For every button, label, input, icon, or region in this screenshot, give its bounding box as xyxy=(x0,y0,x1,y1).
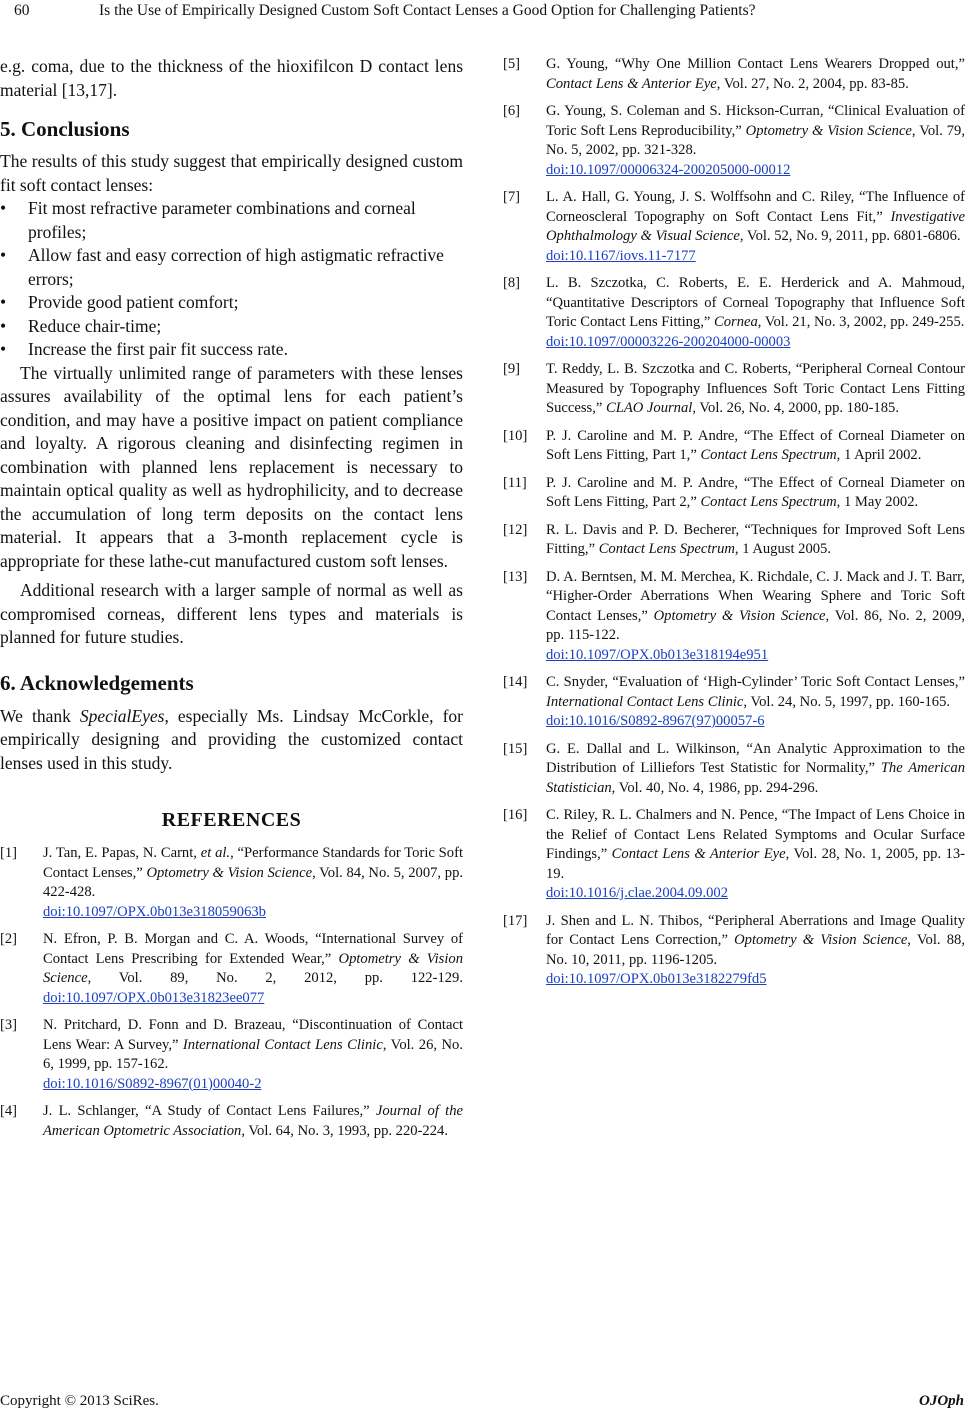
reference-number: [8] xyxy=(503,275,521,291)
reference-doi-link[interactable]: doi:10.1016/j.clae.2004.09.002 xyxy=(546,885,728,901)
reference-journal: International Contact Lens Clinic xyxy=(182,1036,383,1053)
bullet-marker: • xyxy=(0,198,7,218)
page-header xyxy=(0,0,966,30)
list-item: • Fit most refractive parameter combinations and corneal profiles; xyxy=(0,198,416,242)
reference-details: , Vol. 28, No. 1, 2005, pp. 13-19. xyxy=(546,846,965,882)
conclusions-heading: 5. Conclusions xyxy=(0,117,130,141)
reference-text xyxy=(43,845,463,922)
reference-authors-title: N. Efron, P. B. Morgan and C. A. Woods, “International Survey of Contact Lens Prescribing for Extended Wear,” xyxy=(43,931,463,967)
list-item: • Provide good patient comfort; xyxy=(0,291,463,315)
reference-doi-link[interactable]: doi:10.1016/S0892-8967(01)00040-2 xyxy=(43,1075,262,1092)
reference-details: , Vol. 84, No. 5, 2007, pp. 422-428. xyxy=(43,864,464,900)
running-title: Is the Use of Empirically Designed Custom Soft Contact Lenses a Good Option for Challenging Patients? xyxy=(99,2,756,19)
reference-text xyxy=(546,103,965,180)
reference-item xyxy=(503,568,965,666)
reference-item xyxy=(0,1102,463,1141)
reference-title: , “Performance Standards for Toric Soft Contact Lenses,” xyxy=(43,845,463,881)
reference-details: , 1 April 2002. xyxy=(836,447,922,463)
reference-doi-link[interactable]: doi:10.1097/OPX.0b013e318059063b xyxy=(43,903,266,920)
reference-authors-title: J. L. Schlanger, “A Study of Contact Lens Failures,” xyxy=(43,1103,376,1119)
reference-item xyxy=(503,360,965,419)
reference-authors-title: L. B. Szczotka, C. Roberts, E. E. Herderick and A. Mahmoud, “Quantitative Descriptors of Corneal Topography that Influence Soft Toric Contact Lens Fitting,” xyxy=(546,275,965,330)
reference-authors-title: T. Reddy, L. B. Szczotka and C. Roberts, “Peripheral Corneal Contour Measured by Topography Influences Soft Toric Contact Lens Fitting Success,” xyxy=(546,361,965,416)
reference-item xyxy=(503,427,965,466)
company-name: SpecialEyes xyxy=(79,705,165,726)
bullet-marker: • xyxy=(0,339,7,359)
reference-item xyxy=(0,844,463,922)
reference-journal: Contact Lens & Anterior Eye xyxy=(611,846,786,862)
reference-number: [17] xyxy=(503,912,528,929)
reference-authors-title: C. Riley, R. L. Chalmers and N. Pence, “The Impact of Lens Choice in the Relief of Contact Lens Related Symptoms and Ocular Surface Findings,” xyxy=(546,807,965,862)
reference-number: [1] xyxy=(0,845,18,861)
reference-text xyxy=(546,913,965,990)
acknowledgements-heading: 6. Acknowledgements xyxy=(0,670,194,695)
reference-text xyxy=(546,275,965,352)
reference-doi-link[interactable]: doi:10.1097/OPX.0b013e3182279fd5 xyxy=(546,971,767,987)
acknowledgements-text: We thank SpecialEyes, especially Ms. Lindsay McCorkle, for empirically designing and providing the customized contact lenses used in this study. xyxy=(0,705,464,773)
reference-authors-title: G. Young, “Why One Million Contact Lens Wearers Dropped out,” xyxy=(546,56,965,72)
reference-number: [14] xyxy=(503,674,528,690)
reference-number: [13] xyxy=(503,568,528,585)
reference-number: [3] xyxy=(0,1017,18,1033)
reference-details: , 1 August 2005. xyxy=(734,541,831,557)
reference-text xyxy=(546,522,965,558)
reference-journal: Optometry & Vision Science xyxy=(734,932,908,948)
reference-details: , Vol. 64, No. 3, 1993, pp. 220-224. xyxy=(241,1122,448,1139)
reference-item xyxy=(503,806,965,904)
reference-number: [4] xyxy=(0,1103,18,1119)
reference-item xyxy=(503,521,965,560)
reference-item xyxy=(503,55,965,94)
reference-item xyxy=(503,740,965,799)
reference-item xyxy=(503,274,965,352)
reference-etal: et al. xyxy=(200,845,231,861)
future-research-paragraph: Additional research with a larger sample of normal as well as compromised corneas, different lens types and materials is planned for future studies. xyxy=(0,580,463,647)
reference-number: [15] xyxy=(503,740,528,757)
reference-text xyxy=(546,361,965,416)
reference-item xyxy=(503,673,965,732)
journal-abbrev: OJOph xyxy=(918,1393,964,1409)
reference-item xyxy=(503,912,965,990)
reference-details: , Vol. 88, No. 10, 2011, pp. 1196-1205. xyxy=(546,932,965,968)
reference-authors-title: G. E. Dallal and L. Wilkinson, “An Analytic Approximation to the Distribution of Lilliefors Test Statistic for Normality,” xyxy=(546,740,965,776)
reference-journal: International Contact Lens Clinic xyxy=(546,693,744,710)
reference-item xyxy=(503,474,965,513)
reference-journal: Optometry & Vision Science xyxy=(653,607,826,624)
reference-authors-title: P. J. Caroline and M. P. Andre, “The Effect of Corneal Diameter on Soft Lens Fitting, Part 2,” xyxy=(546,474,965,510)
reference-doi-link[interactable]: doi:10.1097/00003226-200204000-00003 xyxy=(546,333,791,350)
reference-authors-title: J. Shen and L. N. Thibos, “Peripheral Aberrations and Image Quality for Contact Lens Correction,” xyxy=(546,912,965,948)
reference-doi-link[interactable]: doi:10.1097/00006324-200205000-00012 xyxy=(546,161,791,178)
reference-journal: Cornea xyxy=(714,314,758,330)
reference-journal: Optometry & Vision Science xyxy=(43,950,463,986)
reference-details: , Vol. 26, No. 6, 1999, pp. 157-162. xyxy=(43,1036,463,1072)
reference-journal: The American Statistician xyxy=(546,760,965,796)
reference-text xyxy=(546,56,965,92)
reference-journal: Contact Lens Spectrum xyxy=(598,541,735,557)
reference-text xyxy=(546,475,965,511)
reference-journal: Optometry & Vision Science xyxy=(745,122,912,139)
reference-details: , Vol. 52, No. 9, 2011, pp. 6801-6806. xyxy=(739,228,961,244)
reference-authors-title: J. Tan, E. Papas, N. Carnt, xyxy=(43,845,201,861)
reference-number: [12] xyxy=(503,521,528,538)
left-column xyxy=(0,55,463,1149)
reference-journal: Investigative Ophthalmology & Visual Science xyxy=(546,208,965,244)
reference-details: , Vol. 40, No. 4, 1986, pp. 294-296. xyxy=(611,779,819,796)
reference-details: , 1 May 2002. xyxy=(836,494,919,510)
reference-details: , Vol. 26, No. 4, 2000, pp. 180-185. xyxy=(692,400,899,416)
reference-number: [5] xyxy=(503,56,521,72)
reference-number: [2] xyxy=(0,931,18,947)
references-heading: REFERENCES xyxy=(161,809,302,831)
reference-number: [7] xyxy=(503,189,521,205)
reference-list-right xyxy=(503,55,965,990)
reference-number: [11] xyxy=(503,474,527,491)
reference-list-left xyxy=(0,844,463,1141)
reference-authors-title: D. A. Berntsen, M. M. Merchea, K. Richdale, C. J. Mack and J. T. Barr, “Higher-Order Aberrations When Wearing Sphere and Toric Soft Contact Lenses,” xyxy=(546,568,965,624)
reference-authors-title: N. Pritchard, D. Fonn and D. Brazeau, “Discontinuation of Contact Lens Wear: A Survey,” xyxy=(43,1017,463,1053)
list-item: • Increase the first pair fit success rate. xyxy=(0,338,463,362)
reference-text xyxy=(43,931,463,1006)
reference-details: , Vol. 27, No. 2, 2004, pp. 83-85. xyxy=(716,75,909,92)
reference-authors-title: G. Young, S. Coleman and S. Hickson-Curran, “Clinical Evaluation of Toric Soft Lens Reproducibility,” xyxy=(546,103,965,139)
reference-details: , Vol. 79, No. 5, 2002, pp. 321-328. xyxy=(546,122,966,158)
reference-authors-title: C. Snyder, “Evaluation of ‘High-Cylinder’ Toric Soft Contact Lenses,” xyxy=(546,674,965,690)
bullet-marker: • xyxy=(0,315,7,336)
reference-details: , Vol. 89, No. 2, 2012, pp. 122-129. xyxy=(87,970,463,986)
reference-text xyxy=(546,569,965,666)
reference-doi-link[interactable]: doi:10.1097/OPX.0b013e31823ee077 xyxy=(43,989,265,1006)
reference-details: , Vol. 86, No. 2, 2009, pp. 115-122. xyxy=(546,607,966,643)
reference-authors-title: P. J. Caroline and M. P. Andre, “The Effect of Corneal Diameter on Soft Lens Fitting, Part 1,” xyxy=(546,427,965,463)
reference-doi-link[interactable]: doi:10.1167/iovs.11-7177 xyxy=(546,247,696,264)
conclusions-paragraph: The virtually unlimited range of parameters with these lenses assures availability of the optimal lens for each patient’s condition, and may have a positive impact on patient compliance and loyalty. A rigorous cleaning and disinfecting regimen in combination with planned lens replacement is necessary to maintain optical quality as well as hydrophilicity, and to decrease the accumulation of long term deposits on the contact lens material. It appears that a 3-month replacement cycle is appropriate for these lathe-cut manufactured custom soft lenses. xyxy=(0,362,463,571)
reference-journal: Contact Lens Spectrum xyxy=(700,494,837,510)
reference-text xyxy=(546,741,965,796)
reference-text xyxy=(546,807,965,904)
right-column xyxy=(503,55,965,998)
reference-doi-link[interactable]: doi:10.1097/OPX.0b013e318194e951 xyxy=(546,646,769,663)
reference-journal: Contact Lens & Anterior Eye xyxy=(546,75,717,92)
reference-details: , Vol. 24, No. 5, 1997, pp. 160-165. xyxy=(743,693,951,710)
page-number: 60 xyxy=(14,2,30,19)
reference-item xyxy=(503,102,965,180)
list-item: • Reduce chair-time; xyxy=(0,315,463,339)
intro-text: e.g. coma, due to the thickness of the hioxifilcon D contact lens material [13,17]. xyxy=(0,56,463,100)
reference-authors-title: L. A. Hall, G. Young, J. S. Wolffsohn and C. Riley, “The Influence of Corneoscleral Topography on Soft Contact Lens Fit,” xyxy=(546,189,965,225)
reference-text xyxy=(546,674,965,732)
reference-text xyxy=(43,1103,463,1139)
reference-journal: Journal of the American Optometric Association xyxy=(43,1103,463,1139)
reference-authors-title: R. L. Davis and P. D. Becherer, “Techniques for Improved Soft Lens Fitting,” xyxy=(546,521,965,557)
bullet-marker: • xyxy=(0,245,7,265)
reference-journal: Contact Lens Spectrum xyxy=(700,447,837,463)
conclusions-list xyxy=(0,197,463,362)
reference-item xyxy=(0,1016,463,1094)
reference-text xyxy=(546,189,965,266)
reference-item xyxy=(503,188,965,266)
bullet-marker: • xyxy=(0,292,7,312)
reference-item xyxy=(0,930,463,1008)
reference-details: , Vol. 21, No. 3, 2002, pp. 249-255. xyxy=(757,314,965,330)
reference-doi-link[interactable]: doi:10.1016/S0892-8967(97)00057-6 xyxy=(546,713,765,729)
list-item: • Allow fast and easy correction of high astigmatic refractive errors; xyxy=(0,245,444,289)
reference-number: [10] xyxy=(503,427,528,444)
reference-journal: Optometry & Vision Science xyxy=(146,864,313,881)
copyright-notice: Copyright © 2013 SciRes. xyxy=(0,1393,159,1409)
reference-number: [16] xyxy=(503,807,528,823)
reference-journal: CLAO Journal xyxy=(605,400,693,416)
reference-text xyxy=(546,428,965,464)
reference-number: [9] xyxy=(503,361,521,377)
conclusions-lead: The results of this study suggest that empirically designed custom fit soft contact lenses: xyxy=(0,151,463,195)
reference-number: [6] xyxy=(503,103,521,119)
reference-text xyxy=(43,1017,463,1094)
